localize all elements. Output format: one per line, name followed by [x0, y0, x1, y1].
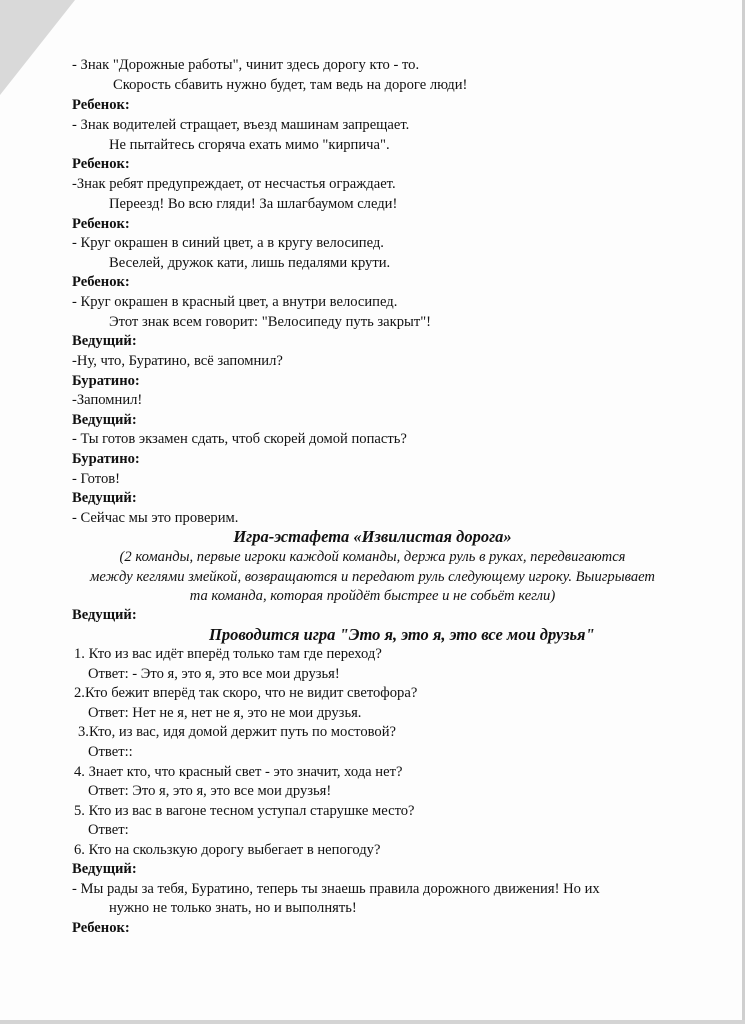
- question-line: 6. Кто на скользкую дорогу выбегает в непогоду?: [74, 842, 381, 858]
- answer-line: Ответ::: [88, 744, 133, 760]
- speaker-label: Ведущий:: [72, 412, 137, 428]
- speaker-label: Ребенок:: [72, 274, 130, 290]
- folded-corner: [0, 0, 75, 95]
- question-line: 5. Кто из вас в вагоне тесном уступал старушке место?: [74, 803, 415, 819]
- text-line: - Готов!: [72, 471, 120, 487]
- game-description-line: (2 команды, первые игроки каждой команды, держа руль в руках, передвигаются: [119, 549, 626, 565]
- text-line: Не пытайтесь сгоряча ехать мимо "кирпича".: [109, 137, 390, 153]
- question-line: 3.Кто, из вас, идя домой держит путь по мостовой?: [78, 724, 396, 740]
- text-line: Веселей, дружок кати, лишь педалями крути.: [109, 255, 391, 271]
- question-line: 4. Знает кто, что красный свет - это значит, хода нет?: [74, 764, 403, 780]
- speaker-label: Буратино:: [72, 451, 140, 467]
- section-title: Проводится игра "Это я, это я, это все мои друзья": [209, 625, 595, 644]
- text-line: -Знак ребят предупреждает, от несчастья ограждает.: [72, 176, 396, 192]
- speaker-label: Ведущий:: [72, 333, 137, 349]
- speaker-label: Буратино:: [72, 373, 140, 389]
- text-line: Этот знак всем говорит: "Велосипеду путь закрыт"!: [109, 314, 432, 330]
- answer-line: Ответ: Нет не я, нет не я, это не мои друзья.: [88, 705, 362, 721]
- speaker-label: Ребенок:: [72, 920, 130, 936]
- speaker-label: Ведущий:: [72, 490, 137, 506]
- text-line: - Круг окрашен в синий цвет, а в кругу велосипед.: [72, 235, 384, 251]
- game-description-line: та команда, которая пройдёт быстрее и не собьёт кегли): [189, 588, 556, 604]
- answer-line: Ответ: - Это я, это я, это все мои друзья!: [88, 666, 340, 682]
- speaker-label: Ведущий:: [72, 607, 137, 623]
- answer-line: Ответ: Это я, это я, это все мои друзья!: [88, 783, 332, 799]
- text-line: -Ну, что, Буратино, всё запомнил?: [72, 353, 283, 369]
- section-title: Игра-эстафета «Извилистая дорога»: [233, 527, 512, 546]
- speaker-label: Ребенок:: [72, 216, 130, 232]
- question-line: 2.Кто бежит вперёд так скоро, что не видит светофора?: [74, 685, 418, 701]
- game-description-line: между кеглями змейкой, возвращаются и передают руль следующему игроку. Выигрывает: [90, 569, 655, 585]
- text-line: Скорость сбавить нужно будет, там ведь на дороге люди!: [113, 77, 468, 93]
- text-line: нужно не только знать, но и выполнять!: [109, 900, 357, 916]
- page-edge-bottom: [0, 1020, 745, 1024]
- text-line: - Знак водителей стращает, въезд машинам запрещает.: [72, 117, 410, 133]
- text-line: - Мы рады за тебя, Буратино, теперь ты знаешь правила дорожного движения! Но их: [72, 881, 600, 897]
- speaker-label: Ребенок:: [72, 97, 130, 113]
- text-line: - Знак "Дорожные работы", чинит здесь дорогу кто - то.: [72, 57, 420, 73]
- text-line: -Запомнил!: [72, 392, 143, 408]
- text-line: - Ты готов экзамен сдать, чтоб скорей домой попасть?: [72, 431, 407, 447]
- question-line: 1. Кто из вас идёт вперёд только там где переход?: [74, 646, 382, 662]
- speaker-label: Ведущий:: [72, 861, 137, 877]
- answer-line: Ответ:: [88, 822, 129, 838]
- text-line: - Круг окрашен в красный цвет, а внутри велосипед.: [72, 294, 398, 310]
- text-line: - Сейчас мы это проверим.: [72, 510, 239, 526]
- speaker-label: Ребенок:: [72, 156, 130, 172]
- text-line: Переезд! Во всю гляди! За шлагбаумом следи!: [109, 196, 398, 212]
